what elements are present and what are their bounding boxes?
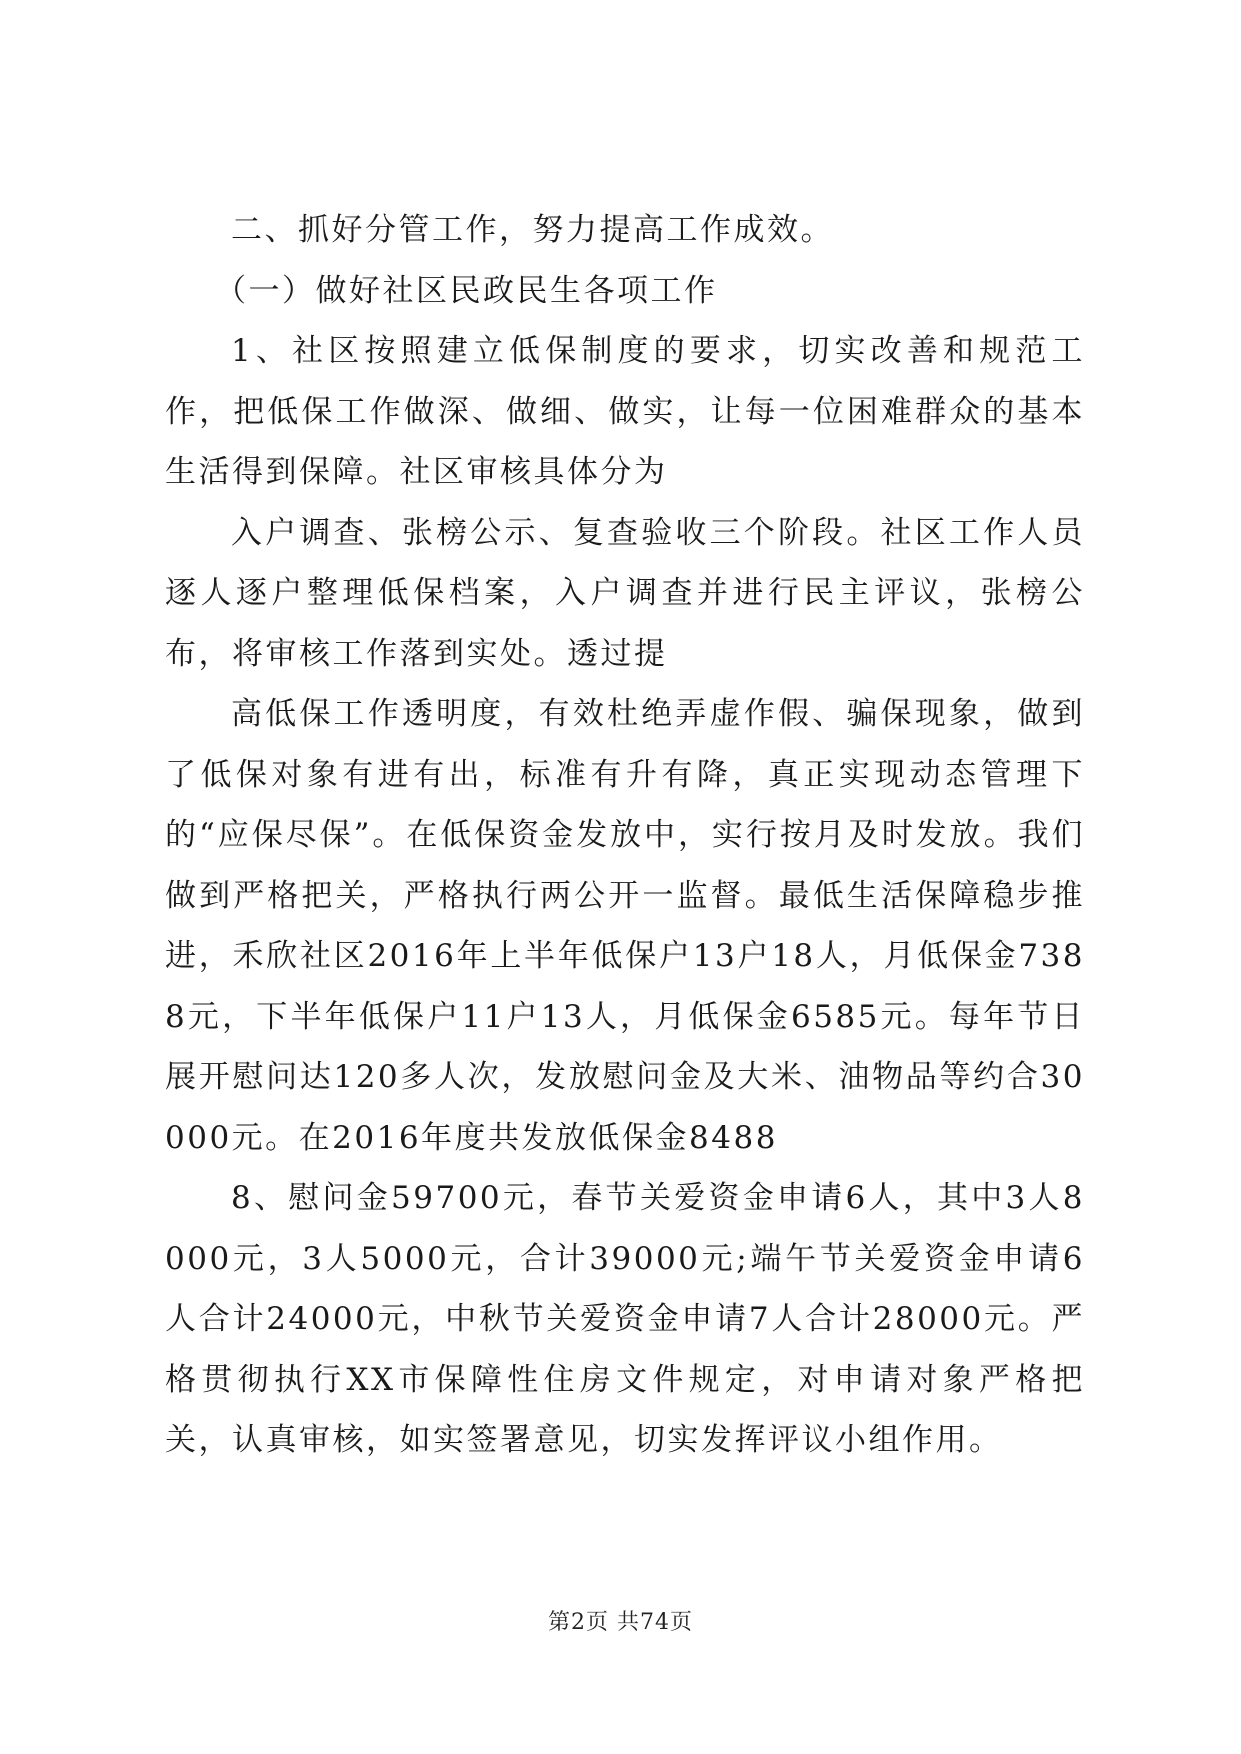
paragraph-3: 高低保工作透明度，有效杜绝弄虚作假、骗保现象，做到了低保对象有进有出，标准有升有降，真正实现动态管理下的“应保尽保”。在低保资金发放中，实行按月及时发放。我们做到严格把关，严格执行两公开一监督。最低生活保障稳步推进，禾欣社区2016年上半年低保户13户18人，月低保金7388元，下半年低保户11户13人，月低保金6585元。每年节日展开慰问达120多人次，发放慰问金及大米、油物品等约合30000元。在2016年度共发放低保金8488 [165, 696, 1085, 1156]
section-heading: 二、抓好分管工作，努力提高工作成效。 [231, 212, 834, 248]
page-footer: 第2页 共74页 [548, 1610, 693, 1635]
document-body [165, 200, 1085, 1471]
paragraph-2: 入户调查、张榜公示、复查验收三个阶段。社区工作人员逐人逐户整理低保档案，入户调查并进行民主评议，张榜公布，将审核工作落到实处。透过提 [165, 514, 1085, 672]
paragraph-4: 8、慰问金59700元，春节关爱资金申请6人，其中3人8000元，3人5000元，合计39000元;端午节关爱资金申请6人合计24000元，中秋节关爱资金申请7人合计28000元。严格贯彻执行XX市保障性住房文件规定，对申请对象严格把关，认真审核，如实签署意见，切实发挥评议小组作用。 [165, 1180, 1085, 1458]
paragraph-1: 1、社区按照建立低保制度的要求，切实改善和规范工作，把低保工作做深、做细、做实，让每一位困难群众的基本生活得到保障。社区审核具体分为 [165, 333, 1085, 490]
subsection-heading: （一）做好社区民政民生各项工作 [215, 272, 718, 309]
